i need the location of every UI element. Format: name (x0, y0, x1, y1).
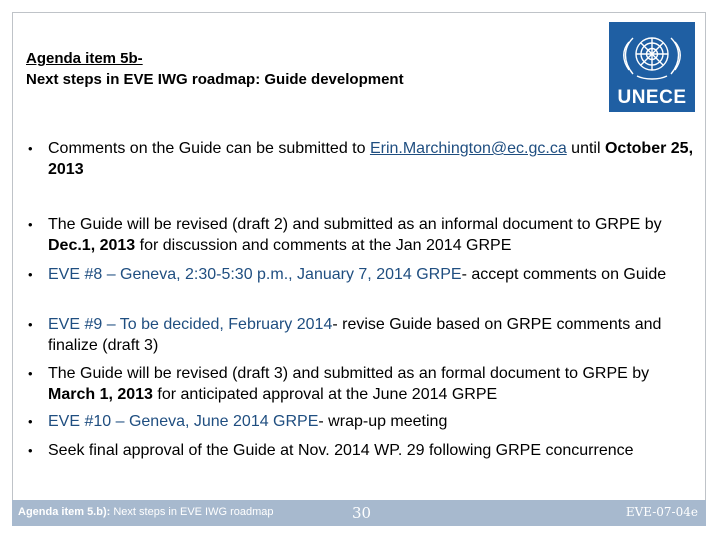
bullet-marker: • (28, 317, 33, 332)
bullet-item (28, 411, 700, 432)
email-link[interactable]: Erin.Marchington@ec.gc.ca (369, 140, 567, 157)
bullet-item (28, 440, 700, 461)
bullet-item (28, 264, 700, 285)
bullet-text (48, 138, 700, 180)
bullet-text-run: - wrap-up meeting (318, 413, 448, 430)
un-emblem-icon (609, 22, 695, 86)
bullet-text-run: The Guide will be revised (draft 3) and submitted as an formal document to GRPE by (48, 365, 650, 382)
title-line-2: Next steps in EVE IWG roadmap: Guide development (26, 71, 404, 88)
bullet-item (28, 214, 700, 256)
page-number: 30 (352, 504, 372, 522)
bullet-marker: • (28, 443, 33, 458)
bullet-text-run: Comments on the Guide can be submitted to (48, 140, 370, 157)
bullet-text (48, 214, 700, 256)
bullet-text-run: until (566, 140, 605, 157)
bullet-text-run: The Guide will be revised (draft 2) and submitted as an informal document to GRPE by (48, 216, 662, 233)
bullet-marker: • (28, 217, 33, 232)
bullet-text-run: EVE #8 – Geneva, 2:30-5:30 p.m., January 7, 2014 GRPE (48, 266, 462, 283)
bullet-text-run: Seek final approval of the Guide at Nov. 2014 WP. 29 following GRPE concurrence (48, 442, 634, 459)
bullet-text-run: Dec.1, 2013 (48, 237, 136, 254)
bullet-text-run: EVE #10 – Geneva, June 2014 GRPE (48, 413, 319, 430)
logo-text: UNECE (617, 87, 687, 108)
unece-logo (609, 22, 695, 112)
bullet-text (48, 363, 700, 405)
bullet-text (48, 411, 700, 432)
slide-title (26, 48, 404, 90)
bullet-text-run: for anticipated approval at the June 2014 GRPE (152, 386, 498, 403)
bullet-marker: • (28, 414, 33, 429)
footer-agenda-label (18, 506, 274, 518)
bullet-text-run: - revise Guide based on GRPE comments and finalize (draft 3) (48, 316, 662, 354)
bullet-text (48, 440, 700, 461)
bullet-text-run: EVE #9 – To be decided, February 2014 (48, 316, 333, 333)
bullet-marker: • (28, 366, 33, 381)
title-line-1: Agenda item 5b- (26, 50, 143, 67)
bullet-item (28, 138, 700, 180)
bullet-text (48, 264, 700, 285)
bullet-text-run: March 1, 2013 (48, 386, 153, 403)
bullet-text-run: for discussion and comments at the Jan 2014 GRPE (135, 237, 512, 254)
bullet-item (28, 314, 700, 356)
bullet-marker: • (28, 141, 33, 156)
bullet-text-run: October 25, 2013 (48, 140, 694, 178)
bullet-text (48, 314, 700, 356)
bullet-item (28, 363, 700, 405)
footer-agenda-text: Next steps in EVE IWG roadmap (110, 506, 274, 518)
document-code: EVE-07-04e (625, 505, 698, 519)
bullet-marker: • (28, 267, 33, 282)
bullet-text-run: - accept comments on Guide (461, 266, 667, 283)
footer-agenda-bold: Agenda item 5.b): (18, 506, 111, 518)
slide-footer (12, 500, 706, 526)
